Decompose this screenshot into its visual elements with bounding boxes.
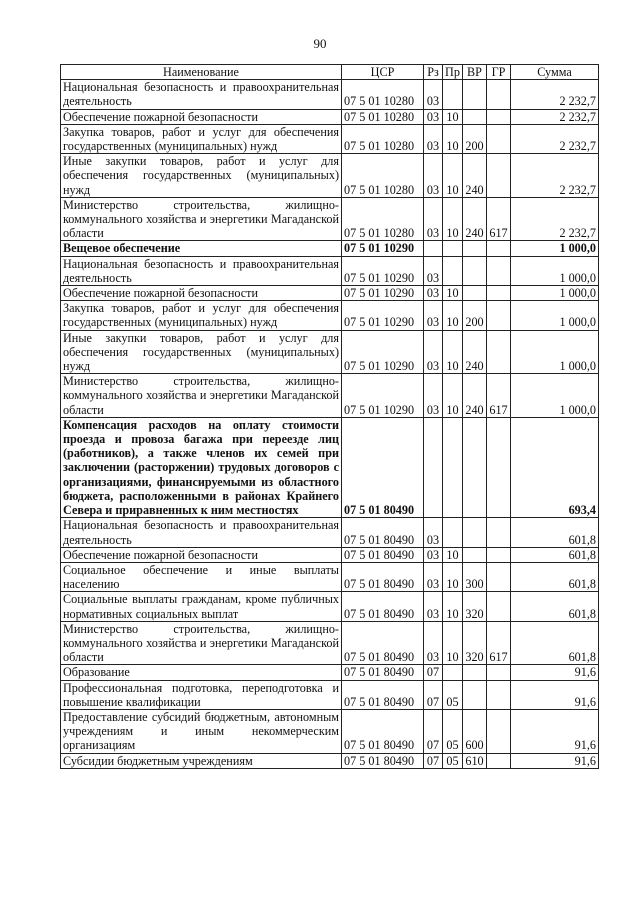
cell-rz: 03 <box>424 197 443 241</box>
cell-gr <box>487 562 511 591</box>
cell-rz <box>424 417 443 517</box>
cell-vr <box>463 256 487 285</box>
table-row <box>61 80 599 109</box>
cell-pr <box>443 417 463 517</box>
cell-rz: 07 <box>424 709 443 753</box>
cell-gr <box>487 709 511 753</box>
cell-sum: 1 000,0 <box>511 241 599 256</box>
cell-csr: 07 5 01 80490 <box>342 709 424 753</box>
cell-csr: 07 5 01 10290 <box>342 241 424 256</box>
cell-name: Обеспечение пожарной безопасности <box>61 547 342 562</box>
cell-rz: 07 <box>424 665 443 680</box>
cell-gr <box>487 109 511 124</box>
cell-gr <box>487 330 511 374</box>
cell-csr: 07 5 01 80490 <box>342 547 424 562</box>
cell-vr: 200 <box>463 124 487 153</box>
cell-sum: 601,8 <box>511 621 599 665</box>
cell-rz: 03 <box>424 154 443 198</box>
cell-name: Обеспечение пожарной безопасности <box>61 109 342 124</box>
cell-vr: 320 <box>463 592 487 621</box>
cell-pr: 10 <box>443 547 463 562</box>
header-rz: Рз <box>424 65 443 80</box>
cell-sum: 601,8 <box>511 518 599 547</box>
cell-csr: 07 5 01 10280 <box>342 109 424 124</box>
table-row <box>61 562 599 591</box>
cell-gr <box>487 592 511 621</box>
cell-csr: 07 5 01 10290 <box>342 301 424 330</box>
cell-pr: 10 <box>443 592 463 621</box>
cell-rz: 03 <box>424 374 443 418</box>
cell-csr: 07 5 01 10280 <box>342 80 424 109</box>
cell-pr: 10 <box>443 286 463 301</box>
cell-sum: 91,6 <box>511 665 599 680</box>
cell-rz: 03 <box>424 547 443 562</box>
cell-rz: 03 <box>424 109 443 124</box>
table-row <box>61 547 599 562</box>
table-row <box>61 124 599 153</box>
cell-name: Закупка товаров, работ и услуг для обеспечения государственных (муниципальных) нужд <box>61 124 342 153</box>
cell-vr <box>463 286 487 301</box>
cell-vr <box>463 241 487 256</box>
cell-gr <box>487 256 511 285</box>
cell-vr: 320 <box>463 621 487 665</box>
cell-csr: 07 5 01 80490 <box>342 417 424 517</box>
cell-pr: 05 <box>443 680 463 709</box>
cell-gr <box>487 518 511 547</box>
cell-pr <box>443 80 463 109</box>
table-row <box>61 241 599 256</box>
table-row <box>61 197 599 241</box>
cell-rz: 07 <box>424 680 443 709</box>
header-sum: Сумма <box>511 65 599 80</box>
cell-name: Закупка товаров, работ и услуг для обеспечения государственных (муниципальных) нужд <box>61 301 342 330</box>
table-row <box>61 286 599 301</box>
cell-pr <box>443 241 463 256</box>
cell-csr: 07 5 01 10280 <box>342 124 424 153</box>
cell-csr: 07 5 01 10290 <box>342 256 424 285</box>
cell-csr: 07 5 01 80490 <box>342 665 424 680</box>
cell-name: Компенсация расходов на оплату стоимости проезда и провоза багажа при переезде лиц (работников), а также членов их семей при заключении (расторжении) трудовых договоров с организациями, финансируемыми из областного бюджета, расположенными в районах Крайнего Севера и приравненных к ним местностях <box>61 417 342 517</box>
cell-name: Иные закупки товаров, работ и услуг для обеспечения государственных (муниципальных) нужд <box>61 330 342 374</box>
cell-vr <box>463 680 487 709</box>
cell-pr: 10 <box>443 301 463 330</box>
table-row <box>61 592 599 621</box>
cell-name: Социальное обеспечение и иные выплаты населению <box>61 562 342 591</box>
cell-vr <box>463 80 487 109</box>
cell-name: Министерство строительства, жилищно-коммунального хозяйства и энергетики Магаданской области <box>61 374 342 418</box>
table-row <box>61 518 599 547</box>
cell-rz: 03 <box>424 330 443 374</box>
cell-name: Вещевое обеспечение <box>61 241 342 256</box>
cell-vr <box>463 665 487 680</box>
table-row <box>61 109 599 124</box>
cell-pr: 10 <box>443 197 463 241</box>
cell-rz: 03 <box>424 124 443 153</box>
cell-csr: 07 5 01 80490 <box>342 518 424 547</box>
cell-name: Национальная безопасность и правоохранительная деятельность <box>61 256 342 285</box>
cell-rz: 03 <box>424 592 443 621</box>
header-name: Наименование <box>61 65 342 80</box>
cell-gr <box>487 154 511 198</box>
cell-sum: 2 232,7 <box>511 154 599 198</box>
table-row <box>61 154 599 198</box>
header-gr: ГР <box>487 65 511 80</box>
header-vr: ВР <box>463 65 487 80</box>
cell-sum: 693,4 <box>511 417 599 517</box>
cell-csr: 07 5 01 80490 <box>342 562 424 591</box>
table-row <box>61 621 599 665</box>
cell-rz: 03 <box>424 256 443 285</box>
cell-gr <box>487 286 511 301</box>
table-row <box>61 417 599 517</box>
cell-rz: 03 <box>424 621 443 665</box>
cell-name: Социальные выплаты гражданам, кроме публичных нормативных социальных выплат <box>61 592 342 621</box>
cell-rz: 03 <box>424 301 443 330</box>
cell-pr: 10 <box>443 124 463 153</box>
table-header-row <box>61 65 599 80</box>
cell-sum: 91,6 <box>511 709 599 753</box>
cell-rz <box>424 241 443 256</box>
cell-csr: 07 5 01 10290 <box>342 330 424 374</box>
cell-vr: 600 <box>463 709 487 753</box>
cell-pr <box>443 518 463 547</box>
cell-sum: 1 000,0 <box>511 256 599 285</box>
cell-vr: 240 <box>463 154 487 198</box>
cell-gr <box>487 124 511 153</box>
cell-name: Профессиональная подготовка, переподготовка и повышение квалификации <box>61 680 342 709</box>
table-row <box>61 301 599 330</box>
cell-gr <box>487 665 511 680</box>
cell-csr: 07 5 01 10280 <box>342 197 424 241</box>
cell-vr: 610 <box>463 753 487 768</box>
cell-gr: 617 <box>487 197 511 241</box>
cell-rz: 03 <box>424 518 443 547</box>
cell-gr <box>487 417 511 517</box>
cell-vr: 200 <box>463 301 487 330</box>
cell-rz: 03 <box>424 80 443 109</box>
cell-vr <box>463 518 487 547</box>
cell-pr: 10 <box>443 621 463 665</box>
cell-sum: 91,6 <box>511 753 599 768</box>
cell-sum: 2 232,7 <box>511 109 599 124</box>
cell-sum: 601,8 <box>511 592 599 621</box>
cell-pr: 10 <box>443 154 463 198</box>
cell-name: Предоставление субсидий бюджетным, автономным учреждениям и иным некоммерческим организациям <box>61 709 342 753</box>
cell-gr <box>487 301 511 330</box>
cell-sum: 601,8 <box>511 562 599 591</box>
header-pr: Пр <box>443 65 463 80</box>
cell-pr: 10 <box>443 562 463 591</box>
cell-sum: 1 000,0 <box>511 330 599 374</box>
cell-gr <box>487 680 511 709</box>
cell-rz: 03 <box>424 562 443 591</box>
cell-name: Обеспечение пожарной безопасности <box>61 286 342 301</box>
table-row <box>61 680 599 709</box>
cell-sum: 1 000,0 <box>511 374 599 418</box>
cell-vr: 240 <box>463 330 487 374</box>
cell-vr <box>463 109 487 124</box>
header-csr: ЦСР <box>342 65 424 80</box>
cell-sum: 2 232,7 <box>511 124 599 153</box>
cell-gr: 617 <box>487 374 511 418</box>
page-number: 90 <box>313 36 327 51</box>
cell-sum: 2 232,7 <box>511 197 599 241</box>
cell-csr: 07 5 01 80490 <box>342 592 424 621</box>
cell-sum: 91,6 <box>511 680 599 709</box>
cell-pr <box>443 256 463 285</box>
table-row <box>61 709 599 753</box>
cell-csr: 07 5 01 10280 <box>342 154 424 198</box>
table-row <box>61 374 599 418</box>
cell-pr: 05 <box>443 709 463 753</box>
cell-gr: 617 <box>487 621 511 665</box>
cell-name: Министерство строительства, жилищно-коммунального хозяйства и энергетики Магаданской области <box>61 621 342 665</box>
table-row <box>61 330 599 374</box>
cell-vr <box>463 417 487 517</box>
budget-table <box>60 64 599 769</box>
cell-rz: 03 <box>424 286 443 301</box>
cell-gr <box>487 80 511 109</box>
cell-name: Национальная безопасность и правоохранительная деятельность <box>61 518 342 547</box>
cell-pr: 10 <box>443 374 463 418</box>
cell-gr <box>487 547 511 562</box>
cell-vr: 240 <box>463 374 487 418</box>
cell-name: Образование <box>61 665 342 680</box>
cell-csr: 07 5 01 10290 <box>342 374 424 418</box>
cell-pr: 10 <box>443 330 463 374</box>
cell-csr: 07 5 01 10290 <box>342 286 424 301</box>
cell-name: Субсидии бюджетным учреждениям <box>61 753 342 768</box>
cell-rz: 07 <box>424 753 443 768</box>
cell-vr: 240 <box>463 197 487 241</box>
cell-pr: 05 <box>443 753 463 768</box>
cell-sum: 2 232,7 <box>511 80 599 109</box>
cell-name: Министерство строительства, жилищно-коммунального хозяйства и энергетики Магаданской области <box>61 197 342 241</box>
cell-pr <box>443 665 463 680</box>
table-row <box>61 753 599 768</box>
table-row <box>61 256 599 285</box>
cell-gr <box>487 753 511 768</box>
cell-csr: 07 5 01 80490 <box>342 753 424 768</box>
cell-vr <box>463 547 487 562</box>
cell-csr: 07 5 01 80490 <box>342 680 424 709</box>
cell-sum: 601,8 <box>511 547 599 562</box>
cell-name: Иные закупки товаров, работ и услуг для обеспечения государственных (муниципальных) нужд <box>61 154 342 198</box>
cell-name: Национальная безопасность и правоохранительная деятельность <box>61 80 342 109</box>
cell-sum: 1 000,0 <box>511 286 599 301</box>
table-row <box>61 665 599 680</box>
cell-pr: 10 <box>443 109 463 124</box>
cell-sum: 1 000,0 <box>511 301 599 330</box>
cell-vr: 300 <box>463 562 487 591</box>
cell-gr <box>487 241 511 256</box>
cell-csr: 07 5 01 80490 <box>342 621 424 665</box>
